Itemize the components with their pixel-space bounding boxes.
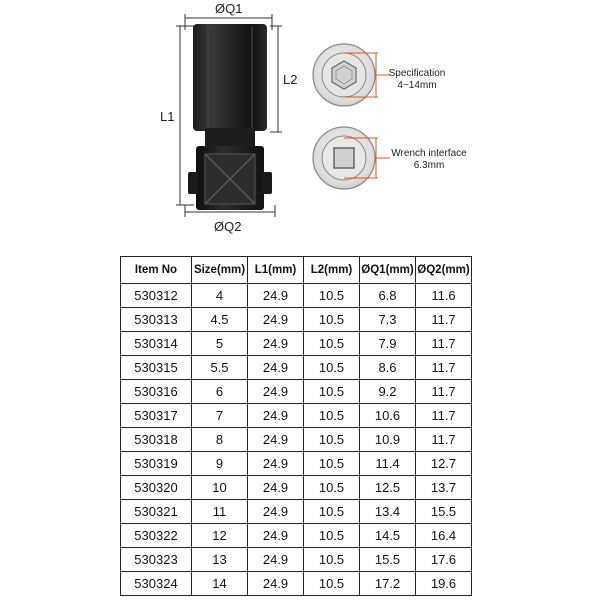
cell-size: 14 bbox=[192, 572, 248, 596]
hex-face-view bbox=[313, 44, 390, 106]
cell-item-no: 530312 bbox=[121, 284, 192, 308]
table-row bbox=[121, 524, 472, 548]
cell-l1: 24.9 bbox=[248, 332, 304, 356]
cell-l2: 10.5 bbox=[304, 428, 360, 452]
cell-size: 13 bbox=[192, 548, 248, 572]
cell-q2: 17.6 bbox=[416, 548, 472, 572]
cell-item-no: 530316 bbox=[121, 380, 192, 404]
cell-item-no: 530318 bbox=[121, 428, 192, 452]
cell-item-no: 530322 bbox=[121, 524, 192, 548]
header-q2: ØQ2(mm) bbox=[416, 257, 472, 284]
cell-l1: 24.9 bbox=[248, 356, 304, 380]
cell-l2: 10.5 bbox=[304, 452, 360, 476]
cell-l2: 10.5 bbox=[304, 500, 360, 524]
header-item-no: Item No bbox=[121, 257, 192, 284]
socket-diagram bbox=[0, 0, 602, 250]
cell-size: 9 bbox=[192, 452, 248, 476]
cell-item-no: 530315 bbox=[121, 356, 192, 380]
cell-q1: 9.2 bbox=[360, 380, 416, 404]
wrench-interface-title: Wrench interface bbox=[391, 148, 467, 159]
cell-q1: 15.5 bbox=[360, 548, 416, 572]
wrench-interface-size: 6.3mm bbox=[413, 160, 445, 171]
table-row bbox=[121, 332, 472, 356]
table-row bbox=[121, 356, 472, 380]
header-l1: L1(mm) bbox=[248, 257, 304, 284]
socket-drawing bbox=[0, 0, 602, 250]
cell-size: 12 bbox=[192, 524, 248, 548]
cell-q1: 11.4 bbox=[360, 452, 416, 476]
cell-item-no: 530321 bbox=[121, 500, 192, 524]
cell-item-no: 530314 bbox=[121, 332, 192, 356]
q2-label: ØQ2 bbox=[214, 219, 242, 234]
cell-item-no: 530324 bbox=[121, 572, 192, 596]
cell-q1: 14.5 bbox=[360, 524, 416, 548]
cell-q2: 19.6 bbox=[416, 572, 472, 596]
cell-l1: 24.9 bbox=[248, 284, 304, 308]
q1-label: ØQ1 bbox=[215, 1, 243, 16]
cell-l1: 24.9 bbox=[248, 404, 304, 428]
cell-l2: 10.5 bbox=[304, 380, 360, 404]
specification-title: Specification bbox=[388, 68, 446, 79]
cell-q2: 11.7 bbox=[416, 428, 472, 452]
cell-q1: 7.9 bbox=[360, 332, 416, 356]
cell-l2: 10.5 bbox=[304, 308, 360, 332]
socket-body bbox=[188, 24, 272, 210]
cell-q2: 13.7 bbox=[416, 476, 472, 500]
cell-item-no: 530317 bbox=[121, 404, 192, 428]
cell-q2: 11.6 bbox=[416, 284, 472, 308]
cell-size: 8 bbox=[192, 428, 248, 452]
specification-range: 4~14mm bbox=[397, 80, 437, 91]
cell-l1: 24.9 bbox=[248, 476, 304, 500]
cell-l1: 24.9 bbox=[248, 548, 304, 572]
table-row bbox=[121, 476, 472, 500]
l2-label: L2 bbox=[283, 72, 298, 87]
cell-l2: 10.5 bbox=[304, 284, 360, 308]
cell-q2: 11.7 bbox=[416, 332, 472, 356]
cell-l2: 10.5 bbox=[304, 332, 360, 356]
cell-q1: 12.5 bbox=[360, 476, 416, 500]
header-size: Size(mm) bbox=[192, 257, 248, 284]
square-face-view bbox=[313, 127, 390, 189]
table-row bbox=[121, 572, 472, 596]
cell-q1: 10.9 bbox=[360, 428, 416, 452]
cell-size: 6 bbox=[192, 380, 248, 404]
cell-size: 4 bbox=[192, 284, 248, 308]
table-row bbox=[121, 500, 472, 524]
cell-l2: 10.5 bbox=[304, 476, 360, 500]
cell-q1: 17.2 bbox=[360, 572, 416, 596]
cell-l1: 24.9 bbox=[248, 380, 304, 404]
table-row bbox=[121, 404, 472, 428]
cell-l2: 10.5 bbox=[304, 404, 360, 428]
table-row bbox=[121, 308, 472, 332]
table-row bbox=[121, 428, 472, 452]
cell-item-no: 530320 bbox=[121, 476, 192, 500]
cell-l2: 10.5 bbox=[304, 548, 360, 572]
cell-q1: 7.3 bbox=[360, 308, 416, 332]
cell-l1: 24.9 bbox=[248, 572, 304, 596]
cell-q2: 11.7 bbox=[416, 380, 472, 404]
wrench-interface-callout bbox=[388, 148, 470, 172]
cell-size: 5 bbox=[192, 332, 248, 356]
cell-size: 4.5 bbox=[192, 308, 248, 332]
table-row bbox=[121, 548, 472, 572]
header-q1: ØQ1(mm) bbox=[360, 257, 416, 284]
cell-q1: 10.6 bbox=[360, 404, 416, 428]
cell-l1: 24.9 bbox=[248, 524, 304, 548]
cell-size: 10 bbox=[192, 476, 248, 500]
cell-q1: 8.6 bbox=[360, 356, 416, 380]
cell-l1: 24.9 bbox=[248, 308, 304, 332]
table-row bbox=[121, 284, 472, 308]
cell-q2: 11.7 bbox=[416, 308, 472, 332]
table-row bbox=[121, 380, 472, 404]
cell-l2: 10.5 bbox=[304, 524, 360, 548]
cell-q2: 11.7 bbox=[416, 404, 472, 428]
cell-q2: 12.7 bbox=[416, 452, 472, 476]
cell-l1: 24.9 bbox=[248, 500, 304, 524]
specification-callout bbox=[384, 68, 450, 92]
table-body bbox=[121, 284, 472, 596]
cell-item-no: 530319 bbox=[121, 452, 192, 476]
cell-q2: 15.5 bbox=[416, 500, 472, 524]
cell-q1: 6.8 bbox=[360, 284, 416, 308]
specification-table bbox=[120, 256, 472, 596]
header-l2: L2(mm) bbox=[304, 257, 360, 284]
cell-size: 7 bbox=[192, 404, 248, 428]
cell-l1: 24.9 bbox=[248, 428, 304, 452]
l2-dimension bbox=[270, 26, 282, 132]
table-header-row bbox=[121, 257, 472, 284]
cell-q2: 16.4 bbox=[416, 524, 472, 548]
cell-l1: 24.9 bbox=[248, 452, 304, 476]
cell-l2: 10.5 bbox=[304, 356, 360, 380]
cell-l2: 10.5 bbox=[304, 572, 360, 596]
cell-q2: 11.7 bbox=[416, 356, 472, 380]
cell-size: 11 bbox=[192, 500, 248, 524]
cell-item-no: 530313 bbox=[121, 308, 192, 332]
cell-size: 5.5 bbox=[192, 356, 248, 380]
cell-item-no: 530323 bbox=[121, 548, 192, 572]
cell-q1: 13.4 bbox=[360, 500, 416, 524]
l1-label: L1 bbox=[160, 109, 175, 124]
table-row bbox=[121, 452, 472, 476]
